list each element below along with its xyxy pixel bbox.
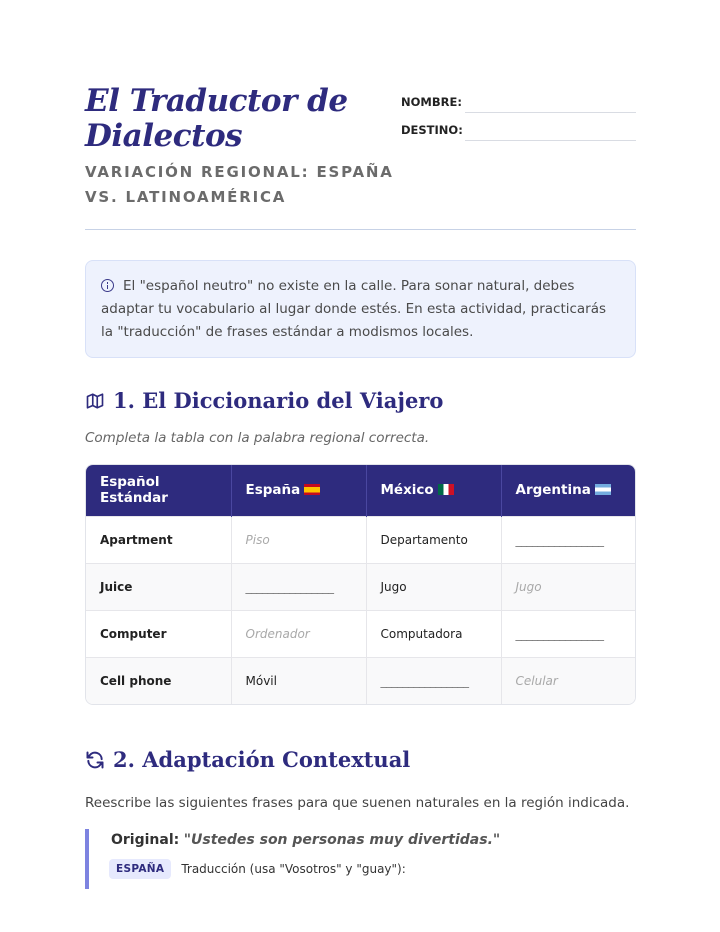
section-2-heading bbox=[85, 747, 410, 772]
section-2-instruction: Reescribe las siguientes frases para que suenen naturales en la región indicada. bbox=[85, 795, 630, 811]
table-cell: Jugo bbox=[501, 563, 635, 610]
original-sentence bbox=[111, 832, 636, 848]
table-cell: Juice bbox=[86, 563, 231, 610]
name-input-line[interactable] bbox=[465, 92, 636, 113]
table-cell: Computadora bbox=[366, 610, 501, 657]
blank-answer-cell[interactable]: ________________ bbox=[501, 516, 635, 563]
column-header-spain: España bbox=[231, 465, 366, 516]
column-header-mexico: México bbox=[366, 465, 501, 516]
section-2-title: 2. Adaptación Contextual bbox=[113, 747, 411, 772]
student-fields bbox=[401, 85, 636, 141]
destination-label: DESTINO: bbox=[401, 123, 463, 137]
table-header-row bbox=[86, 465, 635, 516]
region-badge: ESPAÑA bbox=[109, 859, 171, 879]
map-icon bbox=[85, 392, 105, 410]
table-row bbox=[86, 516, 635, 563]
info-text-block bbox=[101, 275, 620, 344]
exercise-block bbox=[85, 829, 636, 889]
worksheet-title: El Traductor de Dialectos bbox=[85, 83, 348, 154]
table-cell: Ordenador bbox=[231, 610, 366, 657]
section-1-title: 1. El Diccionario del Viajero bbox=[113, 388, 444, 413]
worksheet-subtitle: VARIACIÓN REGIONAL: ESPAÑA VS. LATINOAMÉRICA bbox=[85, 163, 394, 206]
table-cell: Jugo bbox=[366, 563, 501, 610]
name-field bbox=[401, 85, 636, 113]
blank-answer-cell[interactable]: ________________ bbox=[231, 563, 366, 610]
blank-answer-cell[interactable]: ________________ bbox=[501, 610, 635, 657]
name-label: NOMBRE: bbox=[401, 95, 462, 109]
table-instruction: Completa la tabla con la palabra regional correcta. bbox=[85, 430, 430, 446]
spain-flag-icon bbox=[304, 484, 320, 495]
original-label: Original: bbox=[111, 832, 180, 848]
info-icon bbox=[101, 279, 114, 292]
translation-row bbox=[109, 859, 636, 879]
table-row bbox=[86, 657, 635, 704]
refresh-icon bbox=[85, 750, 105, 770]
info-text: El "español neutro" no existe en la calle. Para sonar natural, debes adaptar tu vocabulario al lugar donde estés. En esta actividad, practicarás la "traducción" de frases estándar a modismos locales. bbox=[101, 278, 607, 340]
info-callout bbox=[85, 260, 636, 358]
table-cell: Celular bbox=[501, 657, 635, 704]
column-header-standard: Español Estándar bbox=[86, 465, 231, 516]
table-cell: Apartment bbox=[86, 516, 231, 563]
blank-answer-cell[interactable]: ________________ bbox=[366, 657, 501, 704]
header-divider bbox=[85, 229, 636, 230]
argentina-flag-icon bbox=[595, 484, 611, 495]
table-cell: Cell phone bbox=[86, 657, 231, 704]
table-row bbox=[86, 563, 635, 610]
destination-field bbox=[401, 113, 636, 141]
table-cell: Piso bbox=[231, 516, 366, 563]
table-row bbox=[86, 610, 635, 657]
section-1-heading bbox=[85, 388, 443, 413]
column-header-argentina: Argentina bbox=[501, 465, 635, 516]
original-text: "Ustedes son personas muy divertidas." bbox=[183, 832, 501, 848]
vocabulary-table bbox=[85, 464, 636, 705]
translation-prompt: Traducción (usa "Vosotros" y "guay"): bbox=[181, 862, 406, 876]
table-cell: Departamento bbox=[366, 516, 501, 563]
table-cell: Computer bbox=[86, 610, 231, 657]
destination-input-line[interactable] bbox=[465, 120, 636, 141]
mexico-flag-icon bbox=[438, 484, 454, 495]
table-cell: Móvil bbox=[231, 657, 366, 704]
